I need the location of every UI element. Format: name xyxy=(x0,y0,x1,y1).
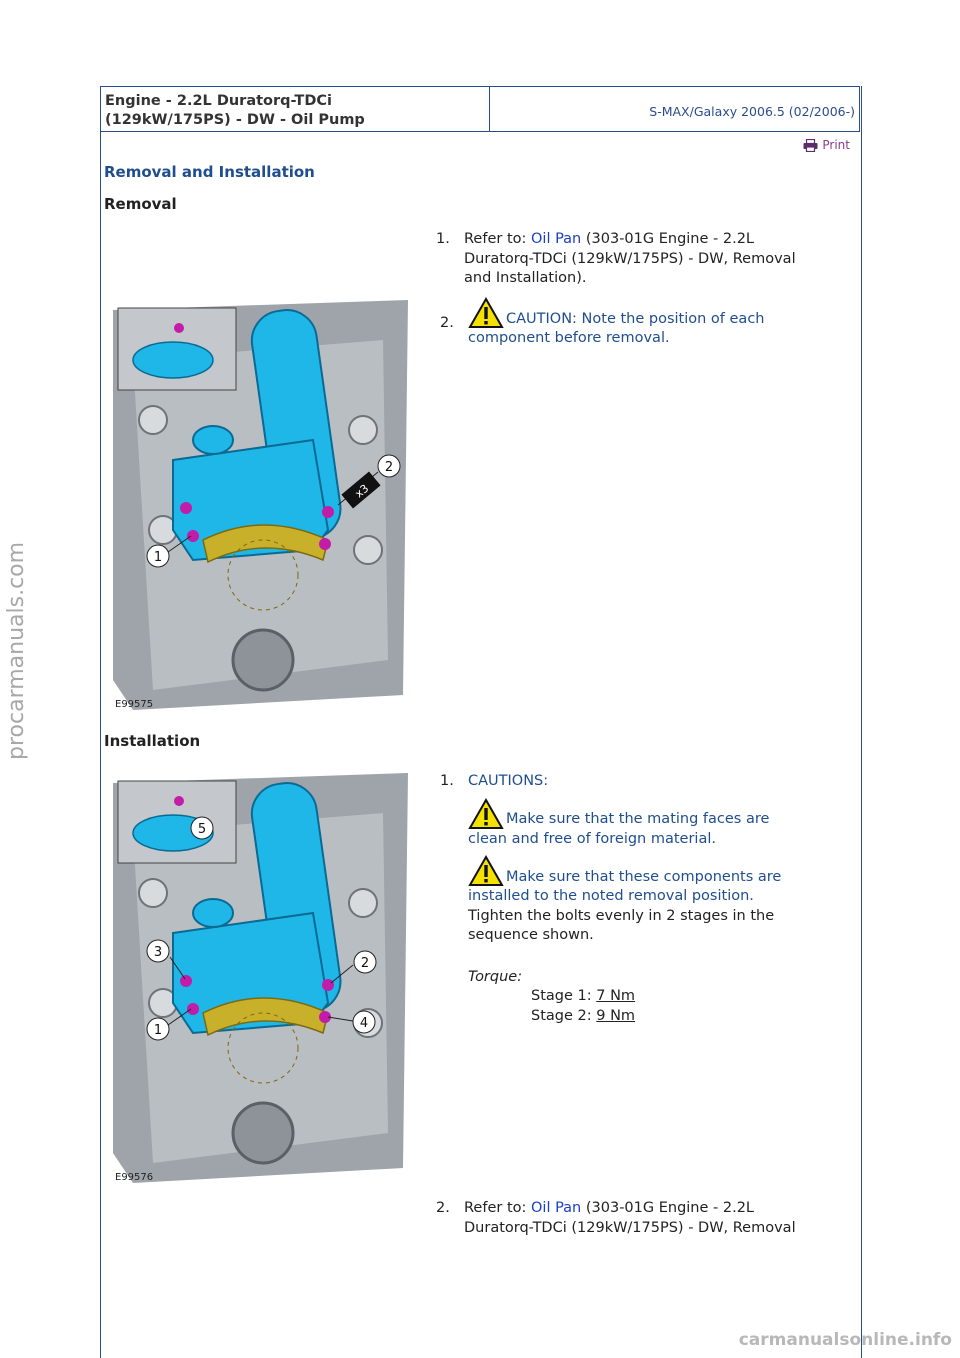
removal-heading: Removal xyxy=(104,195,177,213)
warning-icon xyxy=(468,855,504,887)
bottom-watermark: carmanualsonline.info xyxy=(738,1330,952,1350)
side-watermark: procarmanuals.com xyxy=(4,541,29,760)
install-callout-4: 4 xyxy=(359,1016,369,1031)
oil-pump-removal-diagram xyxy=(113,300,408,710)
torque-stage-2: Stage 2: 9 Nm xyxy=(531,1007,636,1024)
print-label: Print xyxy=(822,138,850,152)
install-step1-body: CAUTIONS: Make sure that the mating faces are clean and free of foreign material. Make sure that these components are installed to the noted removal position. Tighten the bolts evenly in 2 stages in the sequence shown. Torque: Stage 1: 7 Nm Stage 2: 9 Nm xyxy=(468,772,848,1026)
installation-figure-code: E99576 xyxy=(115,1172,154,1183)
removal-callout-1: 1 xyxy=(153,550,163,565)
removal-step2-number: 2. xyxy=(440,315,454,331)
warning-icon xyxy=(468,297,504,329)
printer-icon xyxy=(803,139,818,152)
removal-illustration xyxy=(113,300,408,710)
section-title: Removal and Installation xyxy=(104,163,315,181)
oil-pump-installation-diagram xyxy=(113,773,408,1183)
torque-label: Torque: xyxy=(468,968,523,985)
document-header xyxy=(100,86,860,132)
oil-pan-link[interactable]: Oil Pan xyxy=(531,1200,582,1216)
install-callout-3: 3 xyxy=(153,945,163,960)
warning-icon xyxy=(468,798,504,830)
installation-heading: Installation xyxy=(104,732,201,750)
removal-figure-code: E99575 xyxy=(115,699,154,710)
install-callout-2: 2 xyxy=(360,956,370,971)
vehicle-model: S-MAX/Galaxy 2006.5 (02/2006-) xyxy=(649,104,855,119)
install-callout-1: 1 xyxy=(153,1023,163,1038)
cautions-title: CAUTIONS: xyxy=(468,773,549,789)
installation-illustration xyxy=(113,773,408,1183)
install-step1-number: 1. xyxy=(440,773,454,789)
install-callout-5: 5 xyxy=(197,822,207,837)
removal-step1-text: Refer to: Oil Pan (303-01G Engine - 2.2L Duratorq-TDCi (129kW/175PS) - DW, Removal and Installation). xyxy=(464,231,796,286)
removal-step1-number: 1. xyxy=(436,231,450,247)
quantity-badge: x3 xyxy=(352,481,372,501)
print-link[interactable] xyxy=(803,138,850,152)
oil-pan-link[interactable]: Oil Pan xyxy=(531,231,582,247)
install-step2-text: Refer to: Oil Pan (303-01G Engine - 2.2L Duratorq-TDCi (129kW/175PS) - DW, Removal xyxy=(464,1200,796,1236)
install-step2-number: 2. xyxy=(436,1200,450,1216)
removal-callout-2: 2 xyxy=(384,460,394,475)
torque-stage-1: Stage 1: 7 Nm xyxy=(531,988,636,1004)
removal-step2-caution: CAUTION: Note the position of each component before removal. xyxy=(468,297,848,349)
document-title: Engine - 2.2L Duratorq-TDCi (129kW/175PS) - DW - Oil Pump xyxy=(101,87,490,131)
